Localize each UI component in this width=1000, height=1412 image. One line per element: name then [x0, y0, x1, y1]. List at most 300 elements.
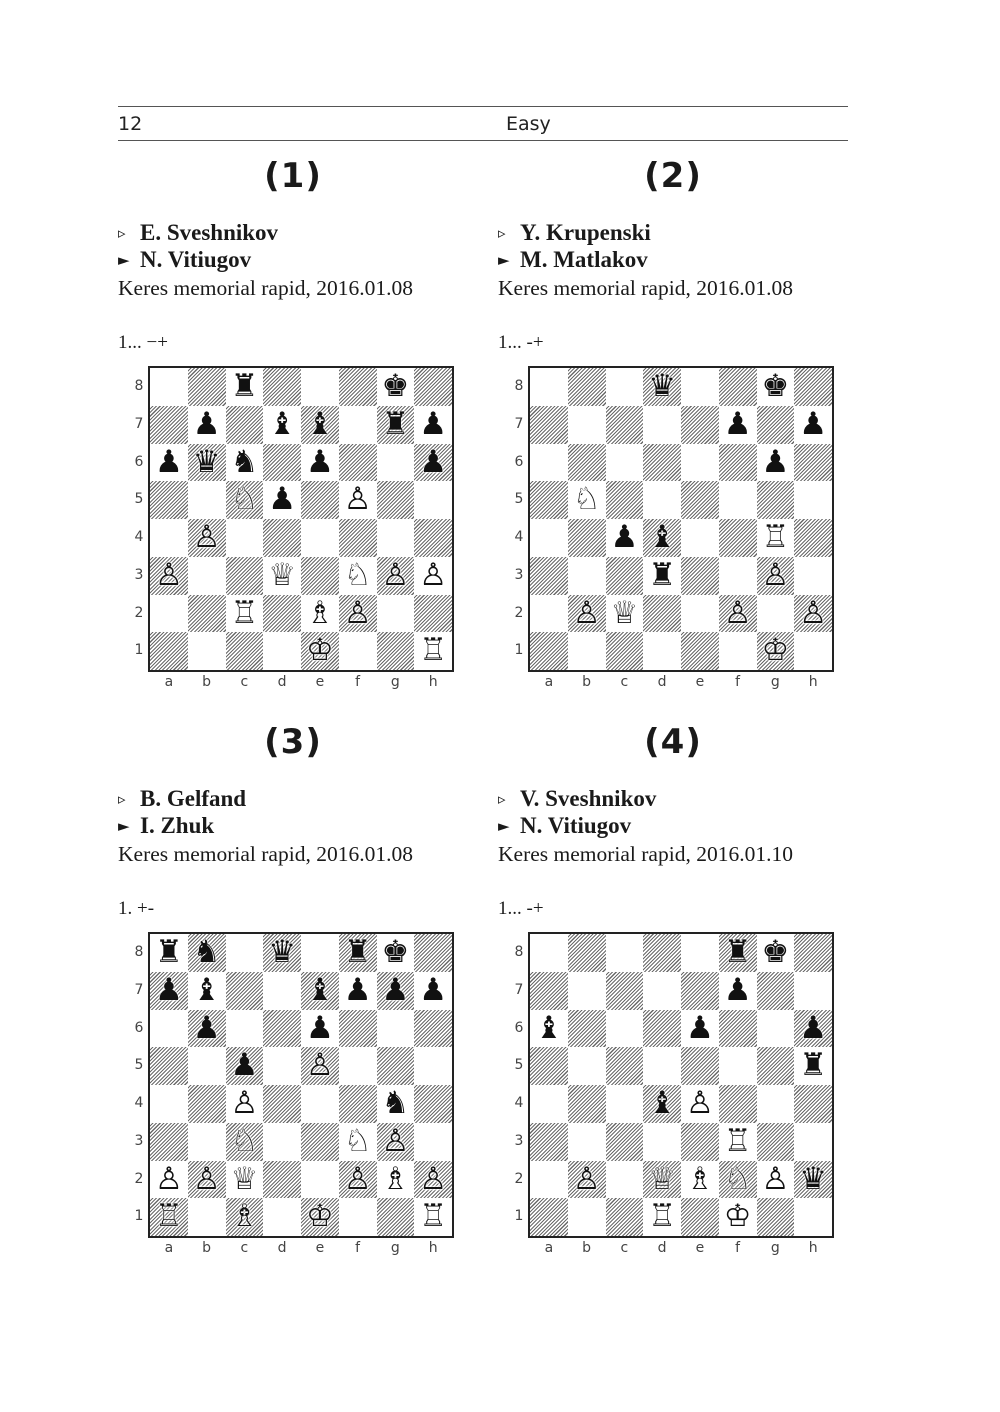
square-b8 — [188, 368, 226, 406]
square-b1 — [188, 632, 226, 670]
square-g4 — [377, 519, 415, 557]
chess-board — [528, 366, 834, 672]
chess-board — [148, 932, 454, 1238]
square-f4 — [719, 519, 757, 557]
black-player-name: N. Vitiugov — [520, 813, 632, 838]
page-number: 12 — [118, 113, 143, 135]
white-queen-icon: ♕ — [230, 1160, 259, 1197]
square-c1 — [226, 632, 264, 670]
square-d1 — [263, 1198, 301, 1236]
rank-label: 2 — [134, 1170, 144, 1187]
black-rook-icon: ♜ — [154, 934, 183, 970]
white-pawn-icon: ♙ — [761, 1160, 790, 1197]
file-label: g — [390, 674, 400, 690]
square-f5 — [339, 1047, 377, 1085]
square-d7 — [263, 972, 301, 1010]
rank-label: 2 — [514, 604, 524, 621]
rank-label: 7 — [134, 981, 144, 998]
white-pawn-icon: ♙ — [154, 556, 183, 593]
square-e4 — [301, 519, 339, 557]
rank-label: 8 — [134, 944, 144, 960]
square-e2 — [681, 595, 719, 633]
black-king-icon: ♚ — [381, 368, 410, 404]
square-g7 — [757, 406, 795, 444]
white-knight-icon: ♘ — [343, 556, 372, 593]
black-pawn-icon: ♟ — [192, 405, 221, 442]
square-c7 — [226, 406, 264, 444]
diagram-number: (2) — [644, 156, 702, 196]
square-a2 — [530, 1161, 568, 1199]
square-e3 — [301, 557, 339, 595]
square-b4 — [568, 1085, 606, 1123]
chess-board — [528, 932, 834, 1238]
square-b1 — [188, 1198, 226, 1236]
white-to-move-marker: ▹ — [498, 790, 506, 808]
black-bishop-icon: ♝ — [268, 405, 297, 442]
square-d7 — [643, 406, 681, 444]
square-c5 — [606, 1047, 644, 1085]
square-h3 — [794, 557, 832, 595]
black-rook-icon: ♜ — [723, 934, 752, 970]
white-pawn-icon: ♙ — [192, 519, 221, 555]
square-b3 — [568, 557, 606, 595]
file-label: c — [240, 1240, 249, 1256]
square-h8 — [794, 368, 832, 406]
square-g6 — [757, 1010, 795, 1048]
square-d3 — [263, 1123, 301, 1161]
square-h5 — [794, 481, 832, 519]
square-d6 — [263, 444, 301, 482]
square-h8 — [414, 934, 452, 972]
rank-label: 5 — [514, 1057, 524, 1074]
square-g4 — [757, 1085, 795, 1123]
white-knight-icon: ♘ — [230, 481, 259, 518]
square-f1 — [339, 632, 377, 670]
square-h3 — [794, 1123, 832, 1161]
square-f6 — [719, 1010, 757, 1048]
square-b3 — [568, 1123, 606, 1161]
square-c5 — [606, 481, 644, 519]
square-f4 — [339, 1085, 377, 1123]
file-label: h — [428, 674, 438, 690]
black-pawn-icon: ♟ — [268, 481, 297, 518]
square-b5 — [188, 1047, 226, 1085]
square-d6 — [263, 1010, 301, 1048]
rank-label: 4 — [514, 1095, 524, 1111]
square-b3 — [188, 1123, 226, 1161]
square-d5 — [263, 1047, 301, 1085]
square-a1 — [150, 632, 188, 670]
black-pawn-icon: ♟ — [761, 443, 790, 480]
file-label: f — [355, 674, 361, 690]
square-a7 — [530, 972, 568, 1010]
square-h8 — [414, 368, 452, 406]
square-e8 — [681, 934, 719, 972]
white-to-move-marker: ▹ — [118, 790, 126, 808]
square-e4 — [681, 519, 719, 557]
white-knight-icon: ♘ — [723, 1160, 752, 1197]
white-to-move-marker: ▹ — [118, 224, 126, 242]
square-a5 — [150, 481, 188, 519]
rank-label: 3 — [134, 566, 144, 583]
square-g6 — [377, 444, 415, 482]
black-pawn-icon: ♟ — [723, 971, 752, 1008]
square-b5 — [188, 481, 226, 519]
square-a7 — [150, 406, 188, 444]
square-e4 — [301, 1085, 339, 1123]
square-b4 — [188, 1085, 226, 1123]
file-label: f — [355, 1240, 361, 1256]
file-label: a — [164, 1240, 174, 1256]
white-pawn-icon: ♙ — [799, 594, 828, 631]
square-g2 — [757, 595, 795, 633]
square-a8 — [150, 368, 188, 406]
black-rook-icon: ♜ — [648, 556, 677, 593]
white-knight-icon: ♘ — [343, 1122, 372, 1159]
square-f4 — [719, 1085, 757, 1123]
white-pawn-icon: ♙ — [343, 481, 372, 518]
header-bottom-rule — [118, 140, 848, 141]
white-pawn-icon: ♙ — [723, 594, 752, 631]
event-info: Keres memorial rapid, 2016.01.10 — [498, 842, 793, 866]
square-a3 — [150, 1123, 188, 1161]
black-pawn-icon: ♟ — [685, 1009, 714, 1046]
file-label: b — [582, 674, 592, 690]
square-f6 — [339, 444, 377, 482]
square-b8 — [568, 368, 606, 406]
rank-label: 1 — [134, 1208, 144, 1225]
file-label: g — [390, 1240, 400, 1256]
white-pawn-icon: ♙ — [419, 556, 448, 593]
black-bishop-icon: ♝ — [648, 1085, 677, 1121]
square-g1 — [377, 1198, 415, 1236]
square-e3 — [681, 557, 719, 595]
square-d2 — [643, 595, 681, 633]
black-rook-icon: ♜ — [799, 1047, 828, 1084]
square-b6 — [568, 1010, 606, 1048]
square-a4 — [150, 519, 188, 557]
move-annotation: 1... −+ — [118, 332, 168, 353]
black-queen-icon: ♛ — [192, 443, 221, 480]
square-e1 — [681, 1198, 719, 1236]
square-g5 — [757, 1047, 795, 1085]
square-g7 — [757, 972, 795, 1010]
file-label: a — [164, 674, 174, 690]
black-pawn-icon: ♟ — [419, 971, 448, 1008]
square-h5 — [414, 1047, 452, 1085]
rank-label: 1 — [134, 642, 144, 659]
square-a6 — [530, 444, 568, 482]
file-label: a — [544, 1240, 554, 1256]
square-h6 — [794, 444, 832, 482]
black-bishop-icon: ♝ — [305, 971, 334, 1008]
square-b6 — [568, 444, 606, 482]
square-g5 — [757, 481, 795, 519]
white-king-icon: ♔ — [305, 1198, 334, 1235]
white-rook-icon: ♖ — [419, 632, 448, 669]
black-queen-icon: ♛ — [268, 934, 297, 970]
square-e5 — [681, 1047, 719, 1085]
square-d6 — [643, 1010, 681, 1048]
white-bishop-icon: ♗ — [305, 594, 334, 631]
white-player — [498, 220, 651, 246]
square-c6 — [606, 444, 644, 482]
black-player-name: M. Matlakov — [520, 247, 648, 272]
square-c8 — [226, 934, 264, 972]
rank-label: 2 — [134, 604, 144, 621]
black-pawn-icon: ♟ — [154, 443, 183, 480]
square-f8 — [719, 368, 757, 406]
rank-label: 8 — [514, 378, 524, 394]
square-g1 — [757, 1198, 795, 1236]
square-e2 — [301, 1161, 339, 1199]
rank-label: 3 — [134, 1132, 144, 1149]
square-h5 — [414, 481, 452, 519]
square-c3 — [226, 557, 264, 595]
white-pawn-icon: ♙ — [761, 556, 790, 593]
rank-label: 8 — [134, 378, 144, 394]
black-king-icon: ♚ — [381, 934, 410, 970]
white-pawn-icon: ♙ — [685, 1085, 714, 1121]
black-player — [118, 813, 214, 839]
square-c8 — [606, 368, 644, 406]
black-pawn-icon: ♟ — [799, 405, 828, 442]
black-pawn-icon: ♟ — [799, 1009, 828, 1046]
square-d2 — [263, 1161, 301, 1199]
diagram-number: (3) — [264, 722, 322, 762]
black-pawn-icon: ♟ — [343, 971, 372, 1008]
square-d2 — [263, 595, 301, 633]
rank-label: 3 — [514, 1132, 524, 1149]
file-label: g — [770, 674, 780, 690]
rank-label: 1 — [514, 642, 524, 659]
black-knight-icon: ♞ — [381, 1085, 410, 1121]
square-a7 — [530, 406, 568, 444]
square-a4 — [530, 1085, 568, 1123]
square-d3 — [643, 1123, 681, 1161]
black-knight-icon: ♞ — [192, 934, 221, 970]
black-rook-icon: ♜ — [230, 368, 259, 404]
section-title: Easy — [506, 113, 551, 135]
black-bishop-icon: ♝ — [534, 1009, 563, 1046]
black-player-name: I. Zhuk — [140, 813, 215, 838]
square-b5 — [568, 1047, 606, 1085]
black-bishop-icon: ♝ — [305, 405, 334, 442]
square-d8 — [263, 368, 301, 406]
rank-label: 4 — [134, 529, 144, 545]
white-pawn-icon: ♙ — [192, 1160, 221, 1197]
square-f5 — [719, 1047, 757, 1085]
white-queen-icon: ♕ — [268, 556, 297, 593]
square-a5 — [530, 481, 568, 519]
square-d6 — [643, 444, 681, 482]
square-g6 — [377, 1010, 415, 1048]
file-label: d — [277, 1240, 287, 1256]
square-b1 — [568, 1198, 606, 1236]
white-pawn-icon: ♙ — [572, 1160, 601, 1197]
square-b7 — [568, 972, 606, 1010]
rank-label: 5 — [514, 491, 524, 508]
black-to-move-marker: ► — [118, 817, 130, 835]
rank-label: 1 — [514, 1208, 524, 1225]
black-rook-icon: ♜ — [381, 405, 410, 442]
black-pawn-icon: ♟ — [610, 519, 639, 555]
black-player — [498, 813, 631, 839]
white-king-icon: ♔ — [761, 632, 790, 669]
square-a4 — [150, 1085, 188, 1123]
black-player — [118, 247, 251, 273]
square-b8 — [568, 934, 606, 972]
square-e5 — [681, 481, 719, 519]
file-label: c — [620, 1240, 629, 1256]
file-label: h — [808, 1240, 818, 1256]
square-b2 — [188, 595, 226, 633]
event-info: Keres memorial rapid, 2016.01.08 — [118, 276, 413, 300]
white-pawn-icon: ♙ — [572, 594, 601, 631]
black-king-icon: ♚ — [761, 934, 790, 970]
white-pawn-icon: ♙ — [343, 594, 372, 631]
black-to-move-marker: ► — [498, 817, 510, 835]
square-a5 — [150, 1047, 188, 1085]
square-c4 — [606, 1085, 644, 1123]
white-pawn-icon: ♙ — [419, 1160, 448, 1197]
file-label: e — [315, 1240, 325, 1256]
white-king-icon: ♔ — [305, 632, 334, 669]
rank-label: 7 — [514, 415, 524, 432]
square-c1 — [606, 1198, 644, 1236]
square-d5 — [643, 481, 681, 519]
white-player-name: B. Gelfand — [140, 786, 247, 811]
white-to-move-marker: ▹ — [498, 224, 506, 242]
square-f4 — [339, 519, 377, 557]
square-h7 — [794, 972, 832, 1010]
white-pawn-icon: ♙ — [305, 1047, 334, 1084]
square-d8 — [643, 934, 681, 972]
square-h1 — [794, 632, 832, 670]
black-player-name: N. Vitiugov — [140, 247, 252, 272]
square-e8 — [681, 368, 719, 406]
black-to-move-marker: ► — [118, 251, 130, 269]
square-f8 — [339, 368, 377, 406]
black-rook-icon: ♜ — [343, 934, 372, 970]
square-a8 — [530, 934, 568, 972]
square-h3 — [414, 1123, 452, 1161]
square-g3 — [757, 1123, 795, 1161]
square-a1 — [530, 1198, 568, 1236]
file-label: c — [620, 674, 629, 690]
white-knight-icon: ♘ — [572, 481, 601, 518]
square-h4 — [414, 1085, 452, 1123]
white-king-icon: ♔ — [723, 1198, 752, 1235]
file-label: b — [202, 1240, 212, 1256]
file-label: e — [695, 1240, 705, 1256]
rank-label: 6 — [514, 453, 524, 470]
square-e1 — [681, 632, 719, 670]
square-f3 — [719, 557, 757, 595]
square-a3 — [530, 557, 568, 595]
square-c6 — [606, 1010, 644, 1048]
rank-label: 4 — [514, 529, 524, 545]
square-h4 — [414, 519, 452, 557]
white-rook-icon: ♖ — [723, 1122, 752, 1159]
black-pawn-icon: ♟ — [723, 405, 752, 442]
square-d4 — [263, 1085, 301, 1123]
black-pawn-icon: ♟ — [419, 443, 448, 480]
rank-label: 2 — [514, 1170, 524, 1187]
square-e8 — [301, 368, 339, 406]
white-pawn-icon: ♙ — [154, 1160, 183, 1197]
rank-label: 7 — [134, 415, 144, 432]
square-a6 — [150, 1010, 188, 1048]
square-e7 — [681, 406, 719, 444]
black-pawn-icon: ♟ — [419, 405, 448, 442]
black-pawn-icon: ♟ — [230, 1047, 259, 1084]
black-pawn-icon: ♟ — [381, 971, 410, 1008]
square-h8 — [794, 934, 832, 972]
file-label: f — [735, 674, 741, 690]
square-b1 — [568, 632, 606, 670]
white-player-name: Y. Krupenski — [520, 220, 651, 245]
square-c7 — [226, 972, 264, 1010]
square-a3 — [530, 1123, 568, 1161]
white-player — [118, 786, 246, 812]
chess-board — [148, 366, 454, 672]
square-e5 — [301, 481, 339, 519]
file-label: c — [240, 674, 249, 690]
black-to-move-marker: ► — [498, 251, 510, 269]
file-label: d — [657, 674, 667, 690]
black-king-icon: ♚ — [761, 368, 790, 404]
rank-label: 6 — [134, 1019, 144, 1036]
white-rook-icon: ♖ — [419, 1198, 448, 1235]
square-c6 — [226, 1010, 264, 1048]
file-label: a — [544, 674, 554, 690]
file-label: e — [695, 674, 705, 690]
white-pawn-icon: ♙ — [381, 1122, 410, 1159]
square-a2 — [150, 595, 188, 633]
rank-label: 8 — [514, 944, 524, 960]
square-b4 — [568, 519, 606, 557]
diagram-number: (4) — [644, 722, 702, 762]
square-e3 — [681, 1123, 719, 1161]
square-e6 — [681, 444, 719, 482]
square-c7 — [606, 972, 644, 1010]
square-d1 — [643, 632, 681, 670]
square-c1 — [606, 632, 644, 670]
square-c3 — [606, 557, 644, 595]
white-player-name: E. Sveshnikov — [140, 220, 279, 245]
square-c3 — [606, 1123, 644, 1161]
move-annotation: 1. +- — [118, 898, 155, 919]
square-a8 — [530, 368, 568, 406]
square-d4 — [263, 519, 301, 557]
white-rook-icon: ♖ — [230, 594, 259, 631]
black-player — [498, 247, 648, 273]
square-a4 — [530, 519, 568, 557]
black-queen-icon: ♛ — [648, 368, 677, 404]
white-player-name: V. Sveshnikov — [520, 786, 657, 811]
white-rook-icon: ♖ — [648, 1198, 677, 1235]
square-g1 — [377, 632, 415, 670]
black-queen-icon: ♛ — [799, 1160, 828, 1197]
square-e3 — [301, 1123, 339, 1161]
white-bishop-icon: ♗ — [685, 1160, 714, 1197]
white-queen-icon: ♕ — [610, 594, 639, 631]
file-label: h — [808, 674, 818, 690]
white-bishop-icon: ♗ — [381, 1160, 410, 1197]
file-label: d — [277, 674, 287, 690]
white-pawn-icon: ♙ — [381, 556, 410, 593]
